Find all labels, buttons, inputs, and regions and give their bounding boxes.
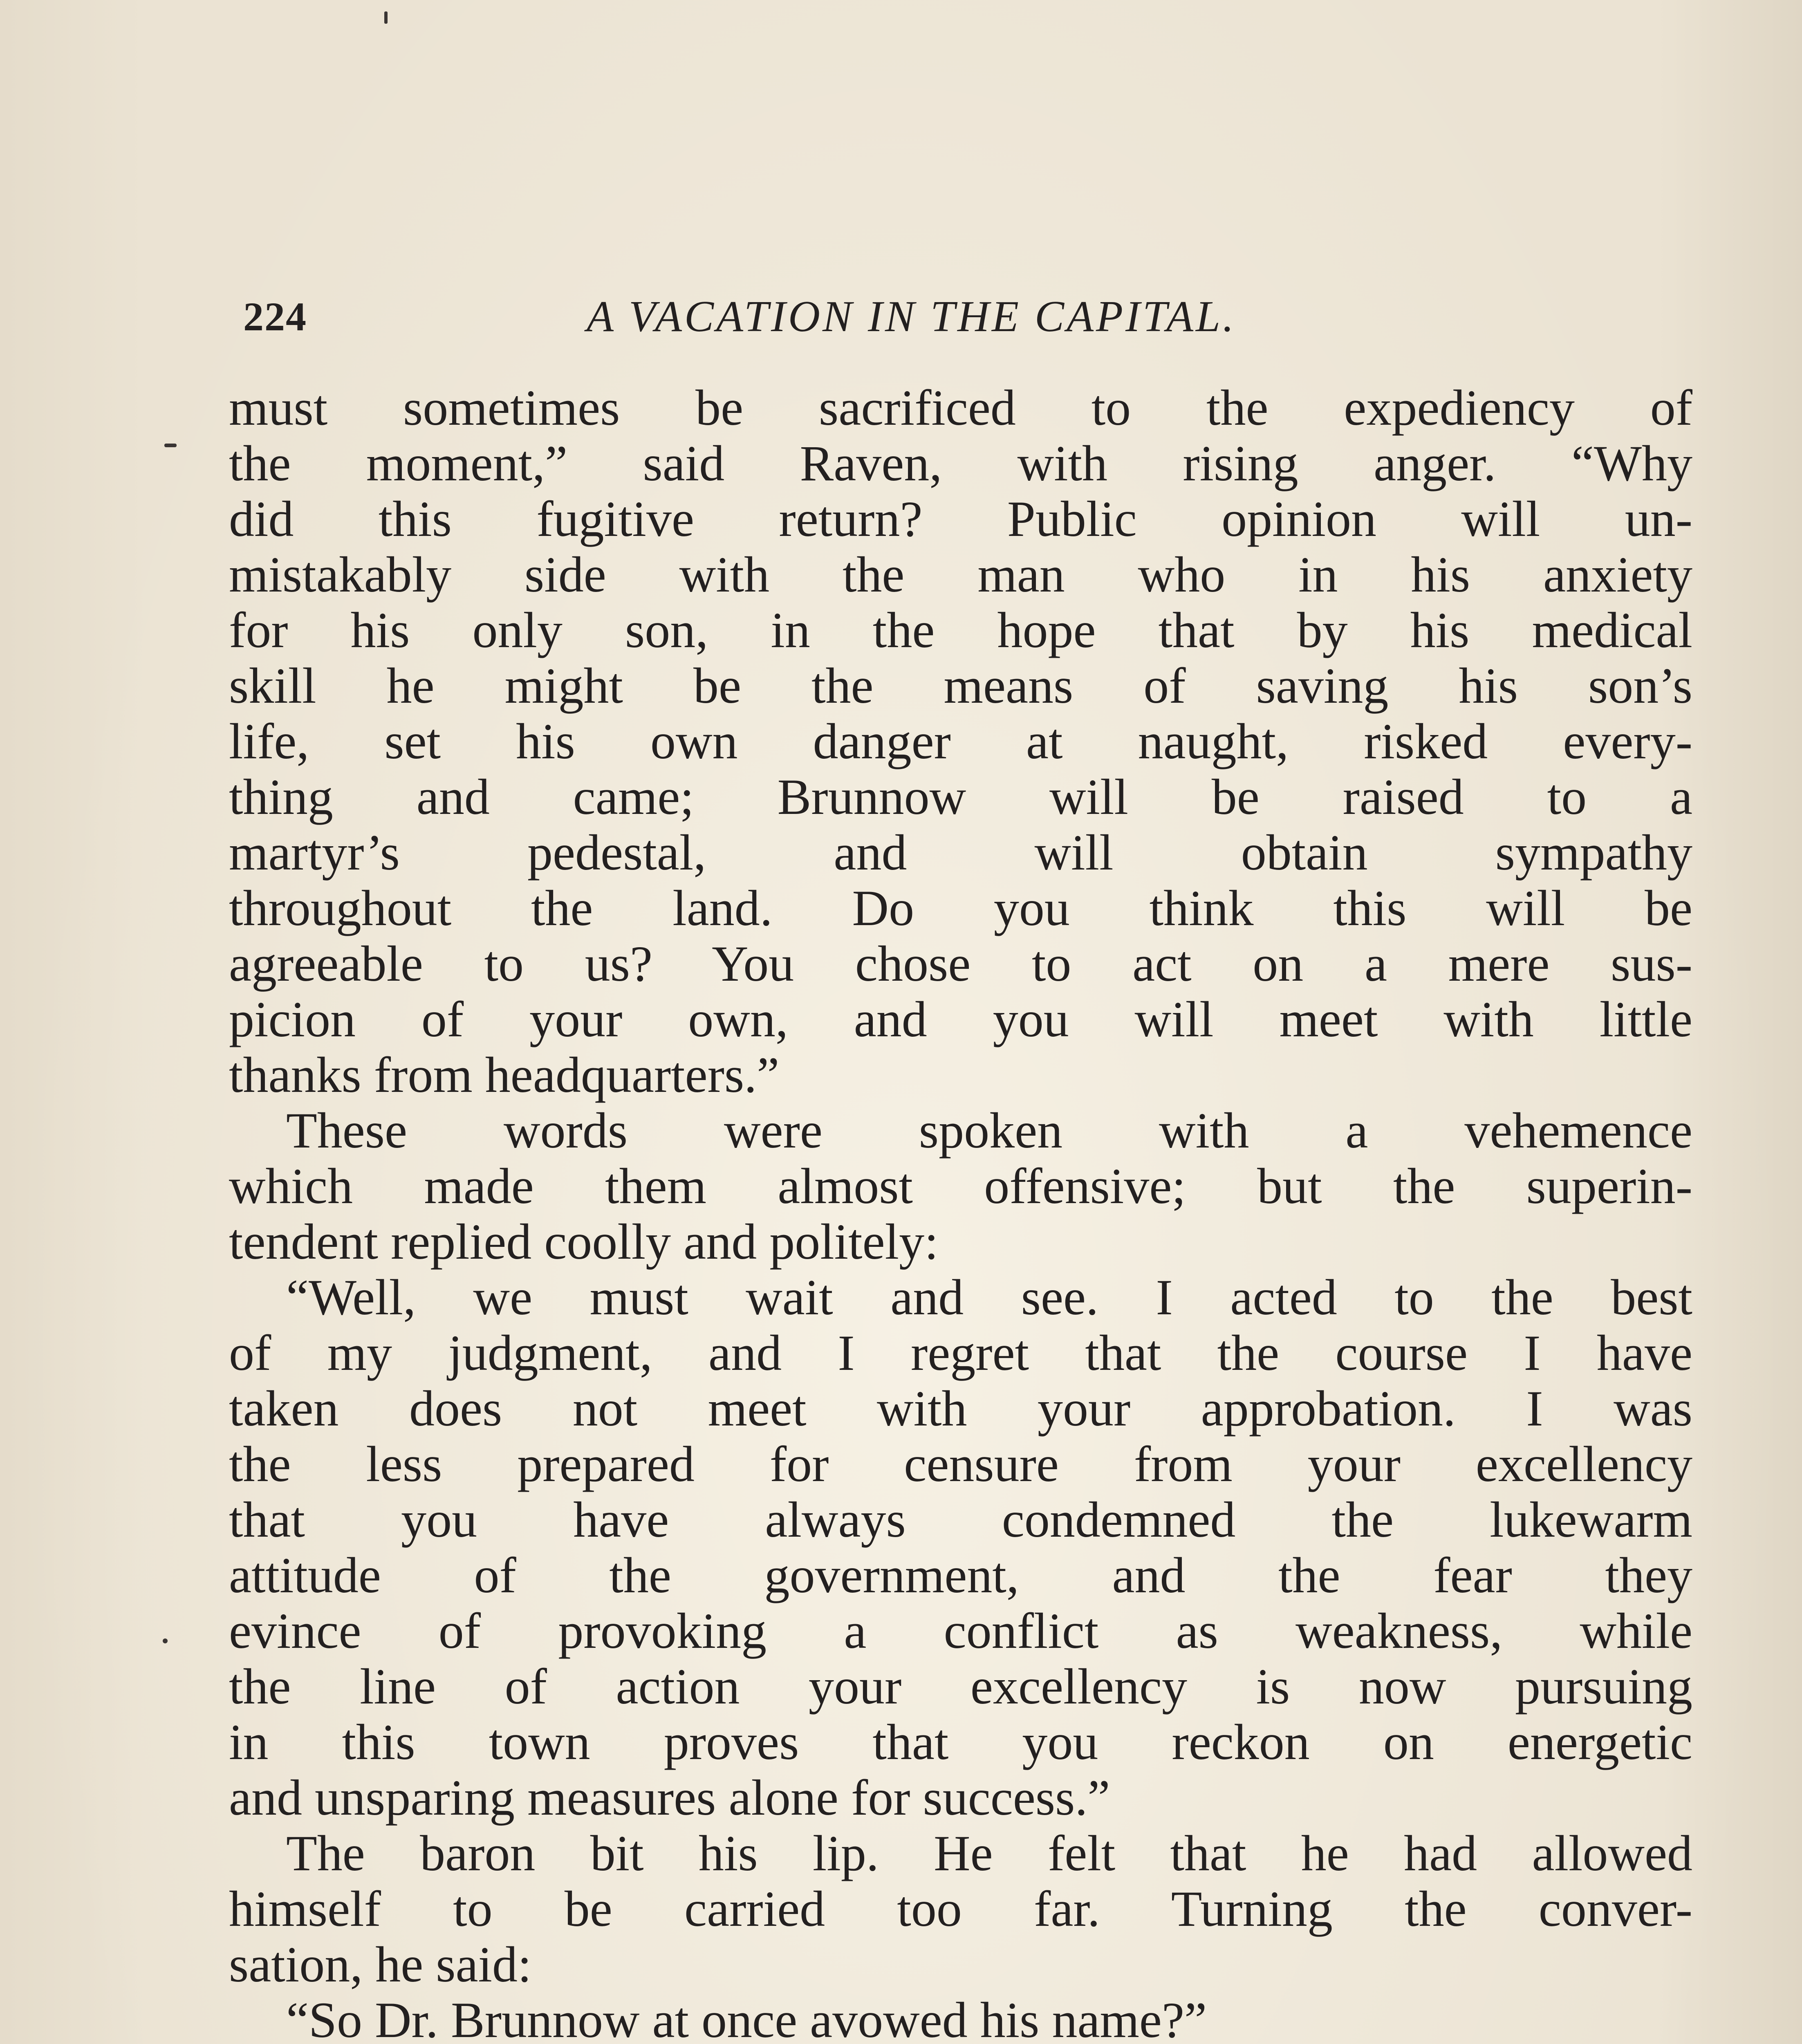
text-line: The baron bit his lip. He felt that he had allowed bbox=[286, 1826, 1692, 1881]
text-line: which made them almost offensive; but the superin- bbox=[229, 1159, 1692, 1214]
running-title: A VACATION IN THE CAPITAL. bbox=[587, 292, 1237, 341]
text-line: throughout the land. Do you think this will be bbox=[229, 881, 1692, 936]
running-head bbox=[243, 286, 1363, 347]
body-text bbox=[229, 380, 1692, 2044]
text-line: mistakably side with the man who in his anxiety bbox=[229, 547, 1692, 603]
text-line: attitude of the government, and the fear they bbox=[229, 1548, 1692, 1603]
text-line: in this town proves that you reckon on energetic bbox=[229, 1715, 1692, 1770]
page-number: 224 bbox=[243, 294, 307, 339]
text-line: picion of your own, and you will meet with little bbox=[229, 992, 1692, 1047]
text-line: that you have always condemned the lukewarm bbox=[229, 1492, 1692, 1548]
text-line: did this fugitive return? Public opinion will un- bbox=[229, 491, 1692, 547]
text-line: thanks from headquarters.” bbox=[229, 1047, 780, 1103]
text-line: the moment,” said Raven, with rising anger. “Why bbox=[229, 436, 1692, 491]
text-line: for his only son, in the hope that by his medical bbox=[229, 603, 1692, 658]
text-line: tendent replied coolly and politely: bbox=[229, 1214, 939, 1270]
text-line: the line of action your excellency is now pursuing bbox=[229, 1659, 1692, 1715]
text-line: of my judgment, and I regret that the course I have bbox=[229, 1325, 1692, 1381]
text-line: life, set his own danger at naught, risked every- bbox=[229, 714, 1692, 769]
text-line: agreeable to us? You chose to act on a mere sus- bbox=[229, 936, 1692, 992]
text-line: “So Dr. Brunnow at once avowed his name?” bbox=[286, 1992, 1207, 2044]
text-line: must sometimes be sacrificed to the expediency of bbox=[229, 380, 1692, 436]
text-line: evince of provoking a conflict as weakness, while bbox=[229, 1603, 1692, 1659]
text-line: These words were spoken with a vehemence bbox=[286, 1103, 1692, 1159]
text-line: the less prepared for censure from your excellency bbox=[229, 1437, 1692, 1492]
ink-speck bbox=[164, 444, 177, 447]
ink-speck bbox=[163, 1638, 168, 1643]
ink-speck bbox=[384, 11, 388, 24]
text-line: thing and came; Brunnow will be raised to a bbox=[229, 769, 1692, 825]
text-line: “Well, we must wait and see. I acted to the best bbox=[286, 1270, 1692, 1325]
text-line: skill he might be the means of saving his son’s bbox=[229, 658, 1692, 714]
text-line: and unsparing measures alone for success.” bbox=[229, 1770, 1110, 1826]
text-line: martyr’s pedestal, and will obtain sympathy bbox=[229, 825, 1692, 881]
text-line: himself to be carried too far. Turning the conver- bbox=[229, 1881, 1692, 1937]
text-line: sation, he said: bbox=[229, 1937, 532, 1992]
text-line: taken does not meet with your approbation. I was bbox=[229, 1381, 1692, 1437]
